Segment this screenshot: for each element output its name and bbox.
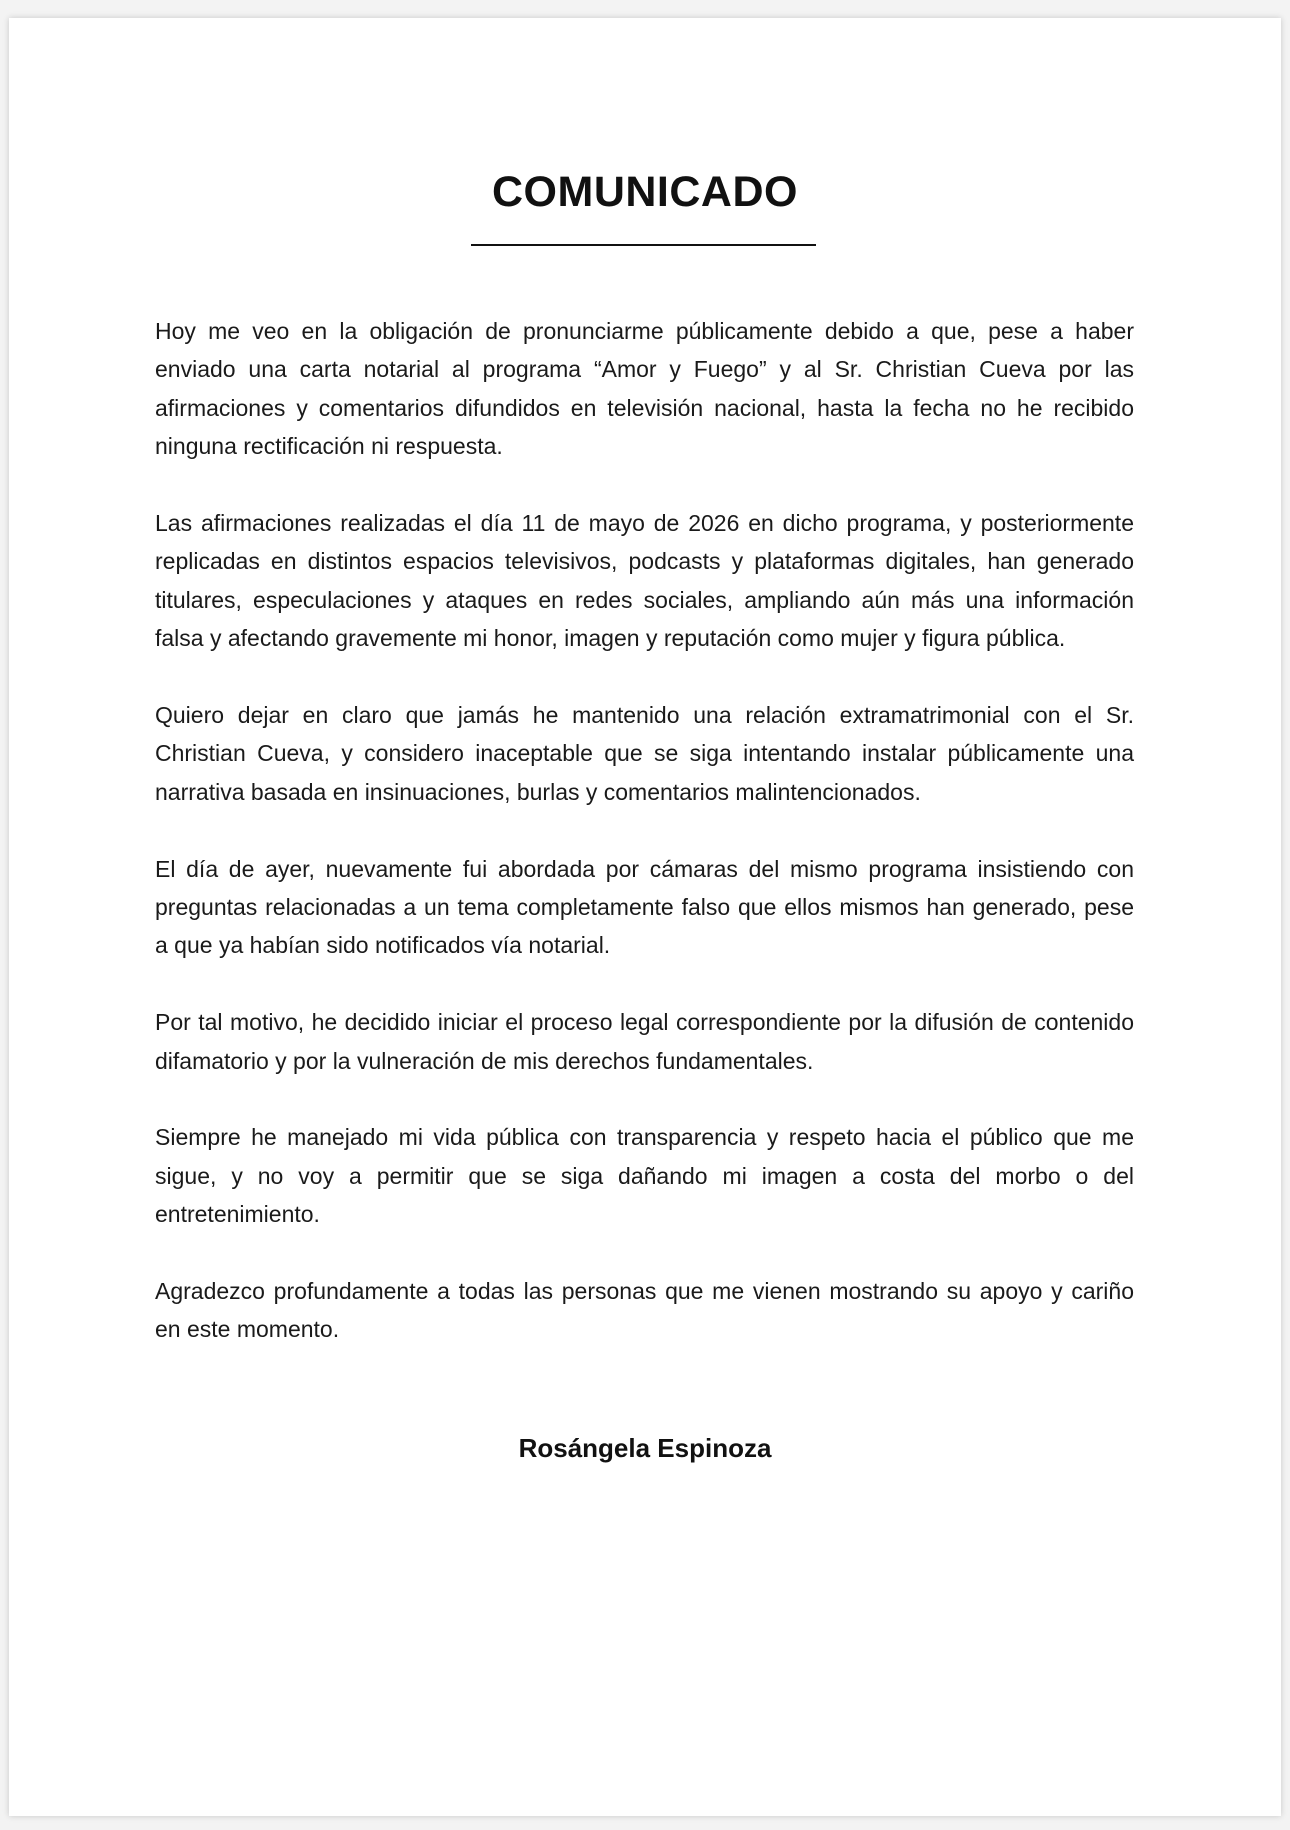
signature: Rosángela Espinoza: [518, 1433, 772, 1463]
document-page: [9, 18, 1281, 1816]
paragraph-7: Agradezco profundamente a todas las personas que me vienen mostrando su apoyo y cariño en este momento.: [155, 1278, 1134, 1343]
paragraph-2: Las afirmaciones realizadas el día 11 de mayo de 2026 en dicho programa, y posteriormente replicadas en distintos espacios televisivos, podcasts y plataformas digitales, han generado titulares, especulaciones y ataques en redes sociales, ampliando aún más una información falsa y afectando gravemente mi honor, imagen y reputación como mujer y figura pública.: [155, 510, 1134, 652]
document-body: [155, 312, 1134, 1387]
title-underline: [471, 244, 816, 246]
paragraph-6: Siempre he manejado mi vida pública con transparencia y respeto hacia el público que me sigue, y no voy a permitir que se siga dañando mi imagen a costa del morbo o del entretenimiento.: [155, 1124, 1134, 1228]
paragraph-4: El día de ayer, nuevamente fui abordada por cámaras del mismo programa insistiendo con preguntas relacionadas a un tema completamente falso que ellos mismos han generado, pese a que ya habían sido notificados vía notarial.: [155, 855, 1134, 959]
paragraph-3: Quiero dejar en claro que jamás he mantenido una relación extramatrimonial con el Sr. Christian Cueva, y considero inaceptable que se siga intentando instalar públicamente una narrativa basada en insinuaciones, burlas y comentarios malintencionados.: [155, 702, 1134, 805]
paragraph-5: Por tal motivo, he decidido iniciar el proceso legal correspondiente por la difusión de contenido difamatorio y por la vulneración de mis derechos fundamentales.: [155, 1009, 1134, 1074]
paragraph-1: Hoy me veo en la obligación de pronunciarme públicamente debido a que, pese a haber enviado una carta notarial al programa “Amor y Fuego” y al Sr. Christian Cueva por las afirmaciones y comentarios difundidos en televisión nacional, hasta la fecha no he recibido ninguna rectificación ni respuesta.: [155, 318, 1134, 460]
document-title: COMUNICADO: [492, 168, 798, 216]
